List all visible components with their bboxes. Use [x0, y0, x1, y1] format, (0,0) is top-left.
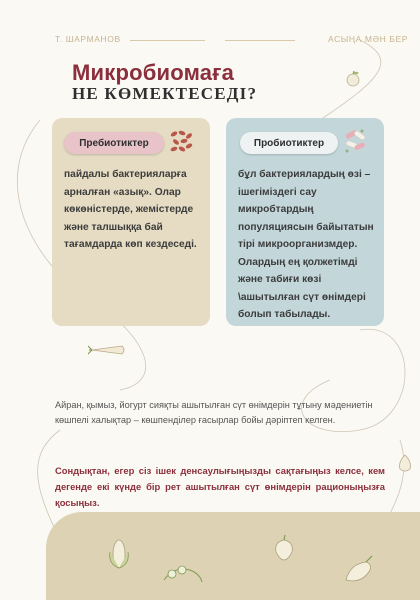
apple-icon [344, 70, 362, 88]
prebiotic-text: пайдалы бактерияларға арналған «азық». Олар көкөністерде, жемістерде және талшыққа бай тағамдарда көп кездеседі. [64, 169, 197, 250]
header-divider-right [225, 40, 295, 41]
probiotic-card [226, 118, 384, 326]
pepper-icon [272, 534, 296, 562]
prebiotic-label: Пребиотиктер [64, 132, 164, 154]
probiotic-label: Пробиотиктер [240, 132, 338, 154]
paragraph-tradition: Айран, қымыз, йогурт сияқты ашытылған сүт өнімдерін тұтыну мәдениетін көшпелі халықтар – көшпенділер ғасырлар бойы дәріптеп келген. [55, 400, 373, 425]
page-subtitle: НЕ КӨМЕКТЕСЕДІ? [72, 84, 258, 103]
eggplant-icon [340, 554, 376, 588]
pills-icon [342, 128, 368, 154]
probiotic-text: бұл бактериялардың өзі – ішегіміздегі сау микробтардың популяциясын байытатын тірі микроорганизмдер. Олардың ең қолжетімді және табиғи көзі \ашытылған сүт өнімдері болып табылады. [238, 169, 374, 320]
corn-icon [104, 532, 134, 576]
broccoli-icon [160, 556, 206, 588]
garlic-icon [394, 452, 416, 474]
paragraph-recommendation: Сондықтан, егер сіз ішек денсаулығыңызды сақтағыңыз келсе, кем дегенде екі күнде бір рет ашытылған сүт өнімдерін рационыңызға қосыңыз. [55, 465, 385, 508]
header-divider-left [130, 40, 205, 41]
beans-icon [168, 128, 194, 154]
header-author: Т. ШАРМАНОВ [55, 34, 121, 44]
prebiotic-card [52, 118, 210, 326]
page-title: Микробиомаға [72, 60, 235, 85]
header-series: АСЫҢА МӘН БЕР [327, 34, 408, 44]
carrot-icon [88, 342, 130, 358]
